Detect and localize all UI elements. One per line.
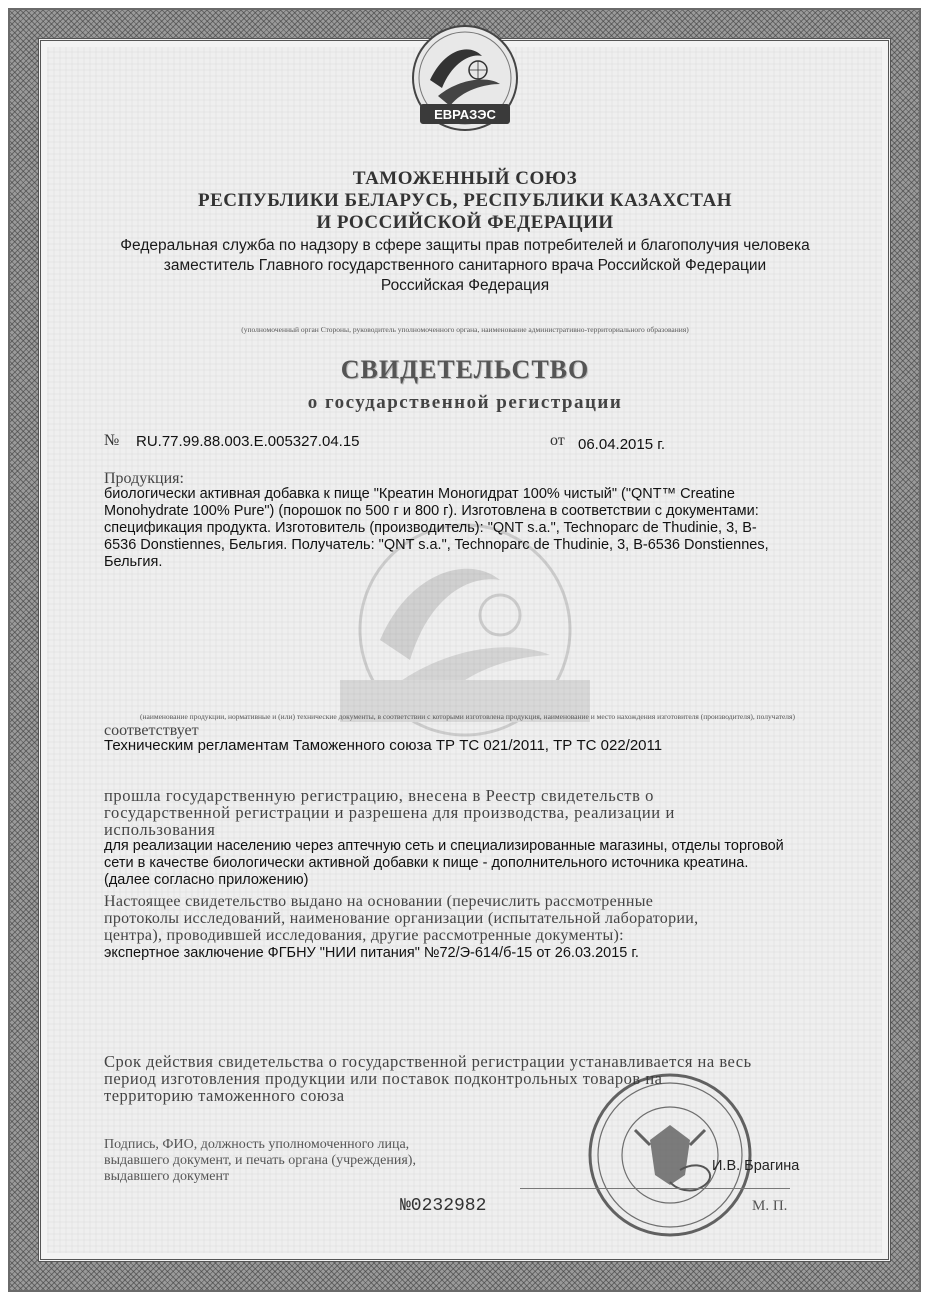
authority-caption: (уполномоченный орган Стороны, руководитель уполномоченного органа, наименование административно-территориального образования): [241, 325, 689, 334]
signature-label-line: Подпись, ФИО, должность уполномоченного лица,: [104, 1137, 410, 1152]
signature-label: [104, 1137, 509, 1185]
number-label: №: [104, 432, 120, 449]
registration-statement: [104, 787, 831, 838]
date-label: от: [550, 432, 565, 449]
validity-line: территорию таможенного союза: [104, 1086, 345, 1105]
certificate-number: RU.77.99.88.003.Е.005327.04.15: [136, 433, 360, 450]
seal-place-label: М. П.: [752, 1198, 788, 1214]
basis-line: Настоящее свидетельство выдано на основании (перечислить рассмотренные: [104, 893, 654, 910]
authority-line: Федеральная служба по надзору в сфере защиты прав потребителей и благополучия человека: [120, 237, 810, 254]
union-title: [120, 168, 810, 234]
product-caption: (наименование продукции, нормативные и (или) технические документы, в соответствии с которыми изготовлена продукция, наименование и место нахождения изготовителя (производителя), получателя): [139, 712, 796, 721]
product-line: Monohydrate 100% Pure") (порошок по 500 г и 800 г). Изготовлена в соответствии с документами:: [104, 503, 759, 519]
validity-line: Срок действия свидетельства о государственной регистрации устанавливается на весь: [104, 1052, 752, 1071]
serial-number: №0232982: [400, 1196, 487, 1216]
compliance-label: соответствует: [104, 722, 199, 739]
product-line: спецификация продукта. Изготовитель (производитель): "QNT s.a.", Technoparc de Thudinie, 3, В-: [104, 520, 757, 536]
emblem-text: ЕВРАЗЭС: [434, 107, 496, 122]
union-line: ТАМОЖЕННЫЙ СОЮЗ: [352, 168, 578, 189]
compliance-text: Техническим регламентам Таможенного союза ТР ТС 021/2011, ТР ТС 022/2011: [104, 737, 663, 754]
authority-line: Российская Федерация: [380, 277, 550, 294]
usage-line: для реализации населению через аптечную сеть и специализированные магазины, отделы торговой: [104, 838, 784, 854]
usage-line: сети в качестве биологически активной добавки к пище - дополнительного источника креатина.: [104, 855, 749, 871]
union-line: И РОССИЙСКОЙ ФЕДЕРАЦИИ: [316, 212, 614, 233]
product-line: биологически активная добавка к пище "Креатин Моногидрат 100% чистый" ("QNT™ Creatine: [104, 486, 735, 502]
authority-block: [100, 236, 830, 296]
basis-statement: [104, 893, 831, 944]
product-line: 6536 Donstiennes, Бельгия. Получатель: "QNT s.a.", Technoparc de Thudinie, 3, В-6536 Donstiennes,: [104, 537, 769, 553]
certificate-subtitle: о государственной регистрации: [307, 392, 623, 413]
registration-line: использования: [104, 820, 216, 839]
authority-line: заместитель Главного государственного санитарного врача Российской Федерации: [163, 257, 767, 274]
signer-name: И.В. Брагина: [712, 1158, 800, 1174]
product-description: [104, 486, 831, 571]
certificate-date: 06.04.2015 г.: [578, 436, 666, 453]
certificate-title: СВИДЕТЕЛЬСТВО: [340, 355, 590, 384]
official-seal-icon: [585, 1070, 755, 1240]
validity-line: период изготовления продукции или поставок подконтрольных товаров на: [104, 1069, 663, 1088]
eurasec-emblem-icon: [400, 18, 530, 138]
usage-line: (далее согласно приложению): [104, 872, 309, 888]
signature-line: [520, 1188, 790, 1189]
registration-line: государственной регистрации и разрешена для производства, реализации и: [104, 803, 675, 822]
product-line: Бельгия.: [104, 554, 163, 570]
basis-line: протоколы исследований, наименование организации (испытательной лаборатории,: [104, 910, 699, 927]
registration-line: прошла государственную регистрацию, внесена в Реестр свидетельств о: [104, 786, 655, 805]
signature-label-line: выдавшего документ: [104, 1169, 230, 1184]
basis-line: центра), проводившей исследования, другие рассмотренные документы):: [104, 927, 624, 944]
usage-scope: [104, 838, 839, 889]
signature-label-line: выдавшего документ, и печать органа (учреждения),: [104, 1153, 416, 1168]
expert-conclusion: экспертное заключение ФГБНУ "НИИ питания" №72/Э-614/б-15 от 26.03.2015 г.: [104, 945, 639, 961]
union-line: РЕСПУБЛИКИ БЕЛАРУСЬ, РЕСПУБЛИКИ КАЗАХСТАН: [197, 190, 733, 211]
product-label: Продукция:: [104, 470, 184, 487]
